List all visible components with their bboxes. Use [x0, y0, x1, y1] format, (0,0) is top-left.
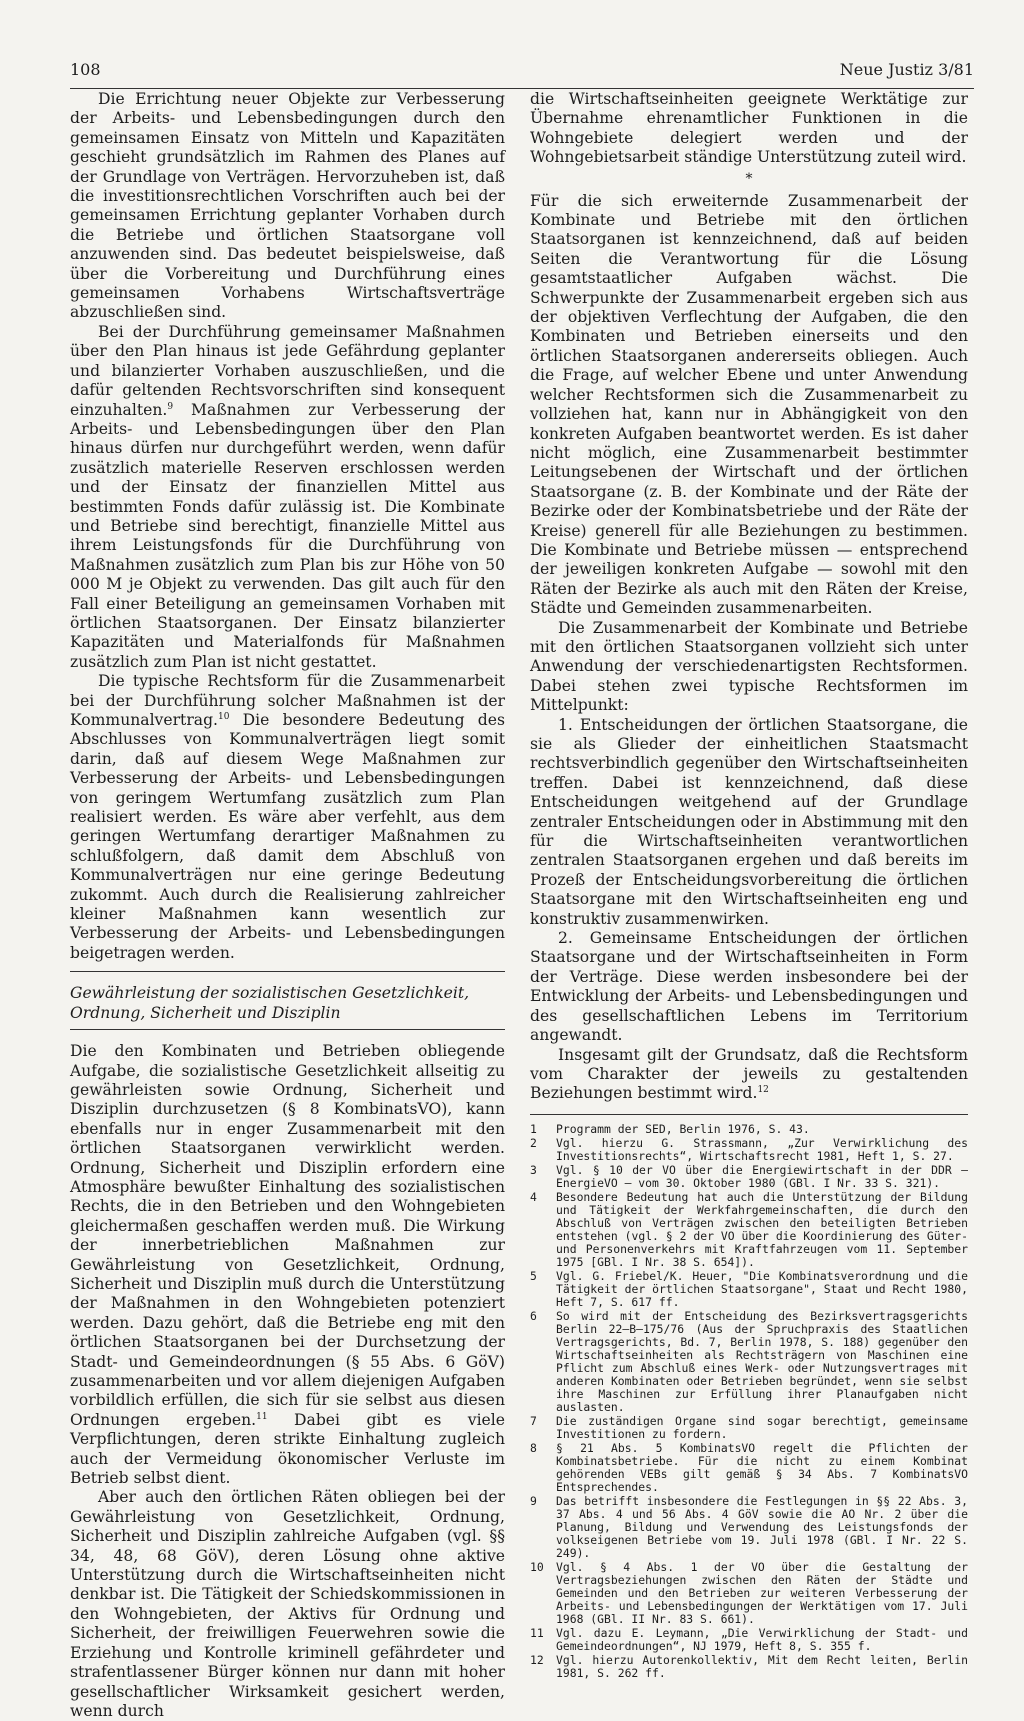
- footnote-text: So wird mit der Entscheidung des Bezirksvertragsgerichts Berlin 22–B–175/76 (Aus der Spruchpraxis des Staatlichen Vertragsgerichts, Bd. 7, Berlin 1978, S. 188) gegenüber den Wirtschaftseinheiten als Rechtsträgern von Maschinen eine Pflicht zum Abschluß eines Werk- oder Nutzungsvertrages mit anderen Kombinaten oder Betrieben begründet, wenn sie selbst ihre Maschinen zur Erfüllung ihrer Planaufgaben nicht auslasten.: [556, 1308, 968, 1414]
- footnote: [530, 1123, 968, 1136]
- footnote: [530, 1191, 968, 1269]
- paragraph: Bei der Durchführung gemeinsamer Maßnahmen über den Plan hinaus ist jede Gefährdung geplanter und bilanzierter Vorhaben auszuschließen, und die dafür geltenden Rechtsvorschriften sind konsequent einzuhalten.$^9$ Maßnahmen zur Verbesserung der Arbeits- und Lebensbedingungen über den Plan hinaus dürfen nur durchgeführt werden, wenn dafür zusätzlich materielle Reserven erschlossen werden und der Einsatz der finanziellen Mittel aus bestimmten Fonds dafür zulässig ist. Die Kombinate und Betriebe sind berechtigt, finanzielle Mittel aus ihrem Leistungsfonds für die Durchführung von Maßnahmen zusätzlich zum Plan bis zur Höhe von 50 000 M je Objekt zu verwenden. Das gilt auch für den Fall einer Beteiligung an gemeinsamen Vorhaben mit örtlichen Staatsorganen. Der Einsatz bilanzierter Kapazitäten und Materialfonds für Maßnahmen zusätzlich zum Plan ist nicht gestattet.: [70, 322, 505, 671]
- footnote-text: Vgl. G. Friebel/K. Heuer, "Die Kombinatsverordnung und die Tätigkeit der örtlichen Staatsorgane", Staat und Recht 1980, Heft 7, S. 617 ff.: [556, 1268, 968, 1309]
- footnote-text: § 21 Abs. 5 KombinatsVO regelt die Pflichten der Kombinatsbetriebe. Für die nicht zu einem Kombinat gehörenden VEBs gilt gemäß § 34 Abs. 7 KombinatsVO Entsprechendes.: [556, 1440, 968, 1494]
- journal-issue: Neue Justiz 3/81: [839, 60, 974, 79]
- footnote-text: Vgl. dazu E. Leymann, „Die Verwirklichung der Stadt- und Gemeindeordnungen“, NJ 1979, Heft 8, S. 355 f.: [556, 1625, 968, 1653]
- footnote: [530, 1654, 968, 1680]
- left-column: [70, 90, 505, 1721]
- footnote: [530, 1495, 968, 1560]
- footnote: [530, 1310, 968, 1414]
- paragraph: die Wirtschaftseinheiten geeignete Werktätige zur Übernahme ehrenamtlicher Funktionen in die Wohngebiete delegiert werden und der Wohngebietsarbeit ständige Unterstützung zuteil wird.: [530, 90, 968, 167]
- footnote-number: 4: [530, 1189, 537, 1204]
- footnote-text: Programm der SED, Berlin 1976, S. 43.: [556, 1121, 810, 1136]
- page-number: 108: [70, 60, 101, 79]
- footnote: [530, 1270, 968, 1309]
- footnote-text: Das betrifft insbesondere die Festlegungen in §§ 22 Abs. 3, 37 Abs. 4 und 56 Abs. 4 GöV sowie die AO Nr. 2 über die Planung, Bildung und Verwendung des Leistungsfonds der volkseigenen Betriebe vom 19. Juli 1978 (GBl. I Nr. 22 S. 249).: [556, 1493, 968, 1560]
- list-item: 1. Entscheidungen der örtlichen Staatsorgane, die sie als Glieder der einheitlichen Staatsmacht rechtsverbindlich gegenüber den Wirtschaftseinheiten treffen. Dabei ist kennzeichnend, daß diese Entscheidungen weitgehend auf der Grundlage zentraler Entscheidungen oder in Abstimmung mit den für die Wirtschaftseinheiten verantwortlichen zentralen Staatsorganen ergehen und daß bereits im Prozeß der Entscheidungsvorbereitung die örtlichen Staatsorgane mit den Wirtschaftseinheiten eng und konstruktiv zusammenwirken.: [530, 715, 968, 928]
- section-heading: Gewährleistung der sozialistischen Gesetzlichkeit, Ordnung, Sicherheit und Disziplin: [70, 984, 470, 1022]
- paragraph: Die typische Rechtsform für die Zusammenarbeit bei der Durchführung solcher Maßnahmen ist der Kommunalvertrag.$^{10}$ Die besondere Bedeutung des Abschlusses von Kommunalverträgen liegt somit darin, daß auf diesem Wege Maßnahmen zur Verbesserung der Arbeits- und Lebensbedingungen von geringem Wertumfang zusätzlich zum Plan realisiert werden. Es wäre aber verfehlt, aus dem geringen Wertumfang derartiger Maßnahmen zu schlußfolgern, daß damit dem Abschluß von Kommunalverträgen nur eine geringe Bedeutung zukommt. Auch durch die Realisierung zahlreicher kleiner Maßnahmen kann wesentlich zur Verbesserung der Arbeits- und Lebensbedingungen beigetragen werden.: [70, 672, 505, 962]
- footnote-text: Besondere Bedeutung hat auch die Unterstützung der Bildung und Tätigkeit der Werkfahrgemeinschaften, die durch den Abschluß von Verträgen zwischen den beteiligten Betrieben entstehen (vgl. § 2 der VO über die Koordinierung des Güter- und Personenverkehrs mit Kraftfahrzeugen vom 11. September 1975 [GBl. I Nr. 38 S. 654]).: [556, 1189, 968, 1269]
- footnote: [530, 1164, 968, 1190]
- page-header: [70, 58, 974, 89]
- footnote: [530, 1561, 968, 1626]
- footnote-number: 10: [530, 1559, 544, 1574]
- footnote-number: 6: [530, 1308, 537, 1323]
- footnote: [530, 1627, 968, 1653]
- footnote-ref: 12: [757, 1085, 769, 1096]
- footnote-text: Die zuständigen Organe sind sogar berechtigt, gemeinsame Investitionen zu fordern.: [556, 1413, 968, 1441]
- paragraph: Aber auch den örtlichen Räten obliegen bei der Gewährleistung von Gesetzlichkeit, Ordnung, Sicherheit und Disziplin zahlreiche Aufgaben (vgl. §§ 34, 48, 68 GöV), deren Lösung ohne aktive Unterstützung durch die Wirtschaftseinheiten nicht denkbar ist. Die Tätigkeit der Schiedskommissionen in den Wohngebieten, der Aktivs für Ordnung und Sicherheit, der freiwilligen Feuerwehren sowie die Erziehung und Kontrolle kriminell gefährdeter und strafentlassener Bürger können nur dann mit hoher gesellschaftlicher Wirksamkeit gesichert werden, wenn durch: [70, 1488, 505, 1720]
- footnote-number: 7: [530, 1413, 537, 1428]
- paragraph: Für die sich erweiternde Zusammenarbeit der Kombinate und Betriebe mit den örtlichen Staatsorganen ist kennzeichnend, daß auf beiden Seiten die Verantwortung für die Lösung gesamtstaatlicher Aufgaben wächst. Die Schwerpunkte der Zusammenarbeit ergeben sich aus der objektiven Verflechtung der Aufgaben, die den Kombinaten und Betrieben einerseits und den örtlichen Staatsorganen andererseits obliegen. Auch die Frage, auf welcher Ebene und unter Anwendung welcher Rechtsformen sich die Zusammenarbeit zu vollziehen hat, kann nur in Abhängigkeit von den konkreten Aufgaben beantwortet werden. Es ist daher nicht möglich, eine Zusammenarbeit bestimmter Leitungsebenen der Wirtschaft und der örtlichen Staatsorgane (z. B. der Kombinate und der Räte der Bezirke oder der Kombinatsbetriebe und der Räte der Kreise) generell für alle Beziehungen zu bestimmen. Die Kombinate und Betriebe müssen — entsprechend der jeweiligen konkreten Aufgabe — sowohl mit den Räten der Bezirke als auch mit den Räten der Kreise, Städte und Gemeinden zusammenarbeiten.: [530, 191, 968, 618]
- footnote: [530, 1442, 968, 1494]
- footnote-text: Vgl. § 4 Abs. 1 der VO über die Gestaltung der Vertragsbeziehungen zwischen den Räten der Städte und Gemeinden und den Betrieben zur weiteren Verbesserung der Arbeits- und Lebensbedingungen der Werktätigen vom 17. Juli 1968 (GBl. II Nr. 83 S. 661).: [556, 1559, 968, 1626]
- footnote-ref: 10: [218, 711, 230, 722]
- footnote-number: 3: [530, 1162, 537, 1177]
- footnote-rule: [530, 1114, 968, 1115]
- list-item: 2. Gemeinsame Entscheidungen der örtlichen Staatsorgane und der Wirtschaftseinheiten in Form der Verträge. Diese werden insbesondere bei der Entwicklung der Arbeits- und Lebensbedingungen und des gesellschaftlichen Lebens im Territorium angewandt.: [530, 929, 968, 1045]
- footnote-number: 8: [530, 1440, 537, 1455]
- footnote-ref: 11: [256, 1411, 268, 1422]
- paragraph: Die den Kombinaten und Betrieben obliegende Aufgabe, die sozialistische Gesetzlichkeit allseitig zu gewährleisten sowie Ordnung, Sicherheit und Disziplin durchzusetzen (§ 8 KombinatsVO), kann ebenfalls nur in enger Zusammenarbeit mit den örtlichen Staatsorganen verwirklicht werden. Ordnung, Sicherheit und Disziplin erfordern eine Atmosphäre bewußter Einhaltung des sozialistischen Rechts, die in den Betrieben und den Wohngebieten gleichermaßen geschaffen werden muß. Die Wirkung der innerbetrieblichen Maßnahmen zur Gewährleistung von Gesetzlichkeit, Ordnung, Sicherheit und Disziplin muß durch die Unterstützung der Maßnahmen in den Wohngebieten potenziert werden. Dazu gehört, daß die Betriebe eng mit den örtlichen Staatsorganen bei der Durchsetzung der Stadt- und Gemeindeordnungen (§ 55 Abs. 6 GöV) zusammenarbeiten und vor allem diejenigen Aufgaben vorbildlich erfüllen, die sich für sie selbst aus diesen Ordnungen ergeben.$^{11}$ Dabei gibt es viele Verpflichtungen, deren strikte Einhaltung zugleich auch der Vermeidung ökonomischer Verluste im Betrieb selbst dient.: [70, 1042, 505, 1488]
- right-column: [530, 90, 968, 1681]
- section-separator: *: [745, 170, 753, 187]
- footnote: [530, 1415, 968, 1441]
- paragraph: Die Zusammenarbeit der Kombinate und Betriebe mit den örtlichen Staatsorganen vollzieht sich unter Anwendung der verschiedenartigsten Rechtsformen. Dabei stehen zwei typische Rechtsformen im Mittelpunkt:: [530, 618, 968, 715]
- footnote-text: Vgl. hierzu G. Strassmann, „Zur Verwirklichung des Investitionsrechts“, Wirtschaftsrecht 1981, Heft 1, S. 27.: [556, 1135, 968, 1163]
- footnote-number: 11: [530, 1625, 544, 1640]
- footnote-number: 5: [530, 1268, 537, 1283]
- footnote-number: 12: [530, 1652, 544, 1667]
- section-rule: [70, 1029, 505, 1030]
- footnote-number: 1: [530, 1121, 537, 1136]
- footnote-number: 9: [530, 1493, 537, 1508]
- footnote-text: Vgl. § 10 der VO über die Energiewirtschaft in der DDR – EnergieVO – vom 30. Oktober 1980 (GBl. I Nr. 33 S. 321).: [556, 1162, 968, 1190]
- footnote: [530, 1137, 968, 1163]
- footnote-text: Vgl. hierzu Autorenkollektiv, Mit dem Recht leiten, Berlin 1981, S. 262 ff.: [556, 1652, 968, 1680]
- footnotes: [530, 1123, 968, 1680]
- paragraph: Insgesamt gilt der Grundsatz, daß die Rechtsform vom Charakter der jeweils zu gestaltenden Beziehungen bestimmt wird.$^{12}$: [530, 1045, 968, 1103]
- section-rule: [70, 971, 505, 972]
- paragraph: Die Errichtung neuer Objekte zur Verbesserung der Arbeits- und Lebensbedingungen durch den gemeinsamen Einsatz von Mitteln und Kapazitäten geschieht grundsätzlich im Rahmen des Planes auf der Grundlage von Verträgen. Hervorzuheben ist, daß die investitionsrechtlichen Vorschriften auch bei der gemeinsamen Errichtung geplanter Vorhaben durch die Betriebe und örtlichen Staatsorgane voll anzuwenden sind. Das bedeutet beispielsweise, daß über die Vorbereitung und Durchführung eines gemeinsamen Vorhabens Wirtschaftsverträge abzuschließen sind.: [70, 90, 505, 322]
- footnote-ref: 9: [167, 401, 174, 412]
- footnote-number: 2: [530, 1135, 537, 1150]
